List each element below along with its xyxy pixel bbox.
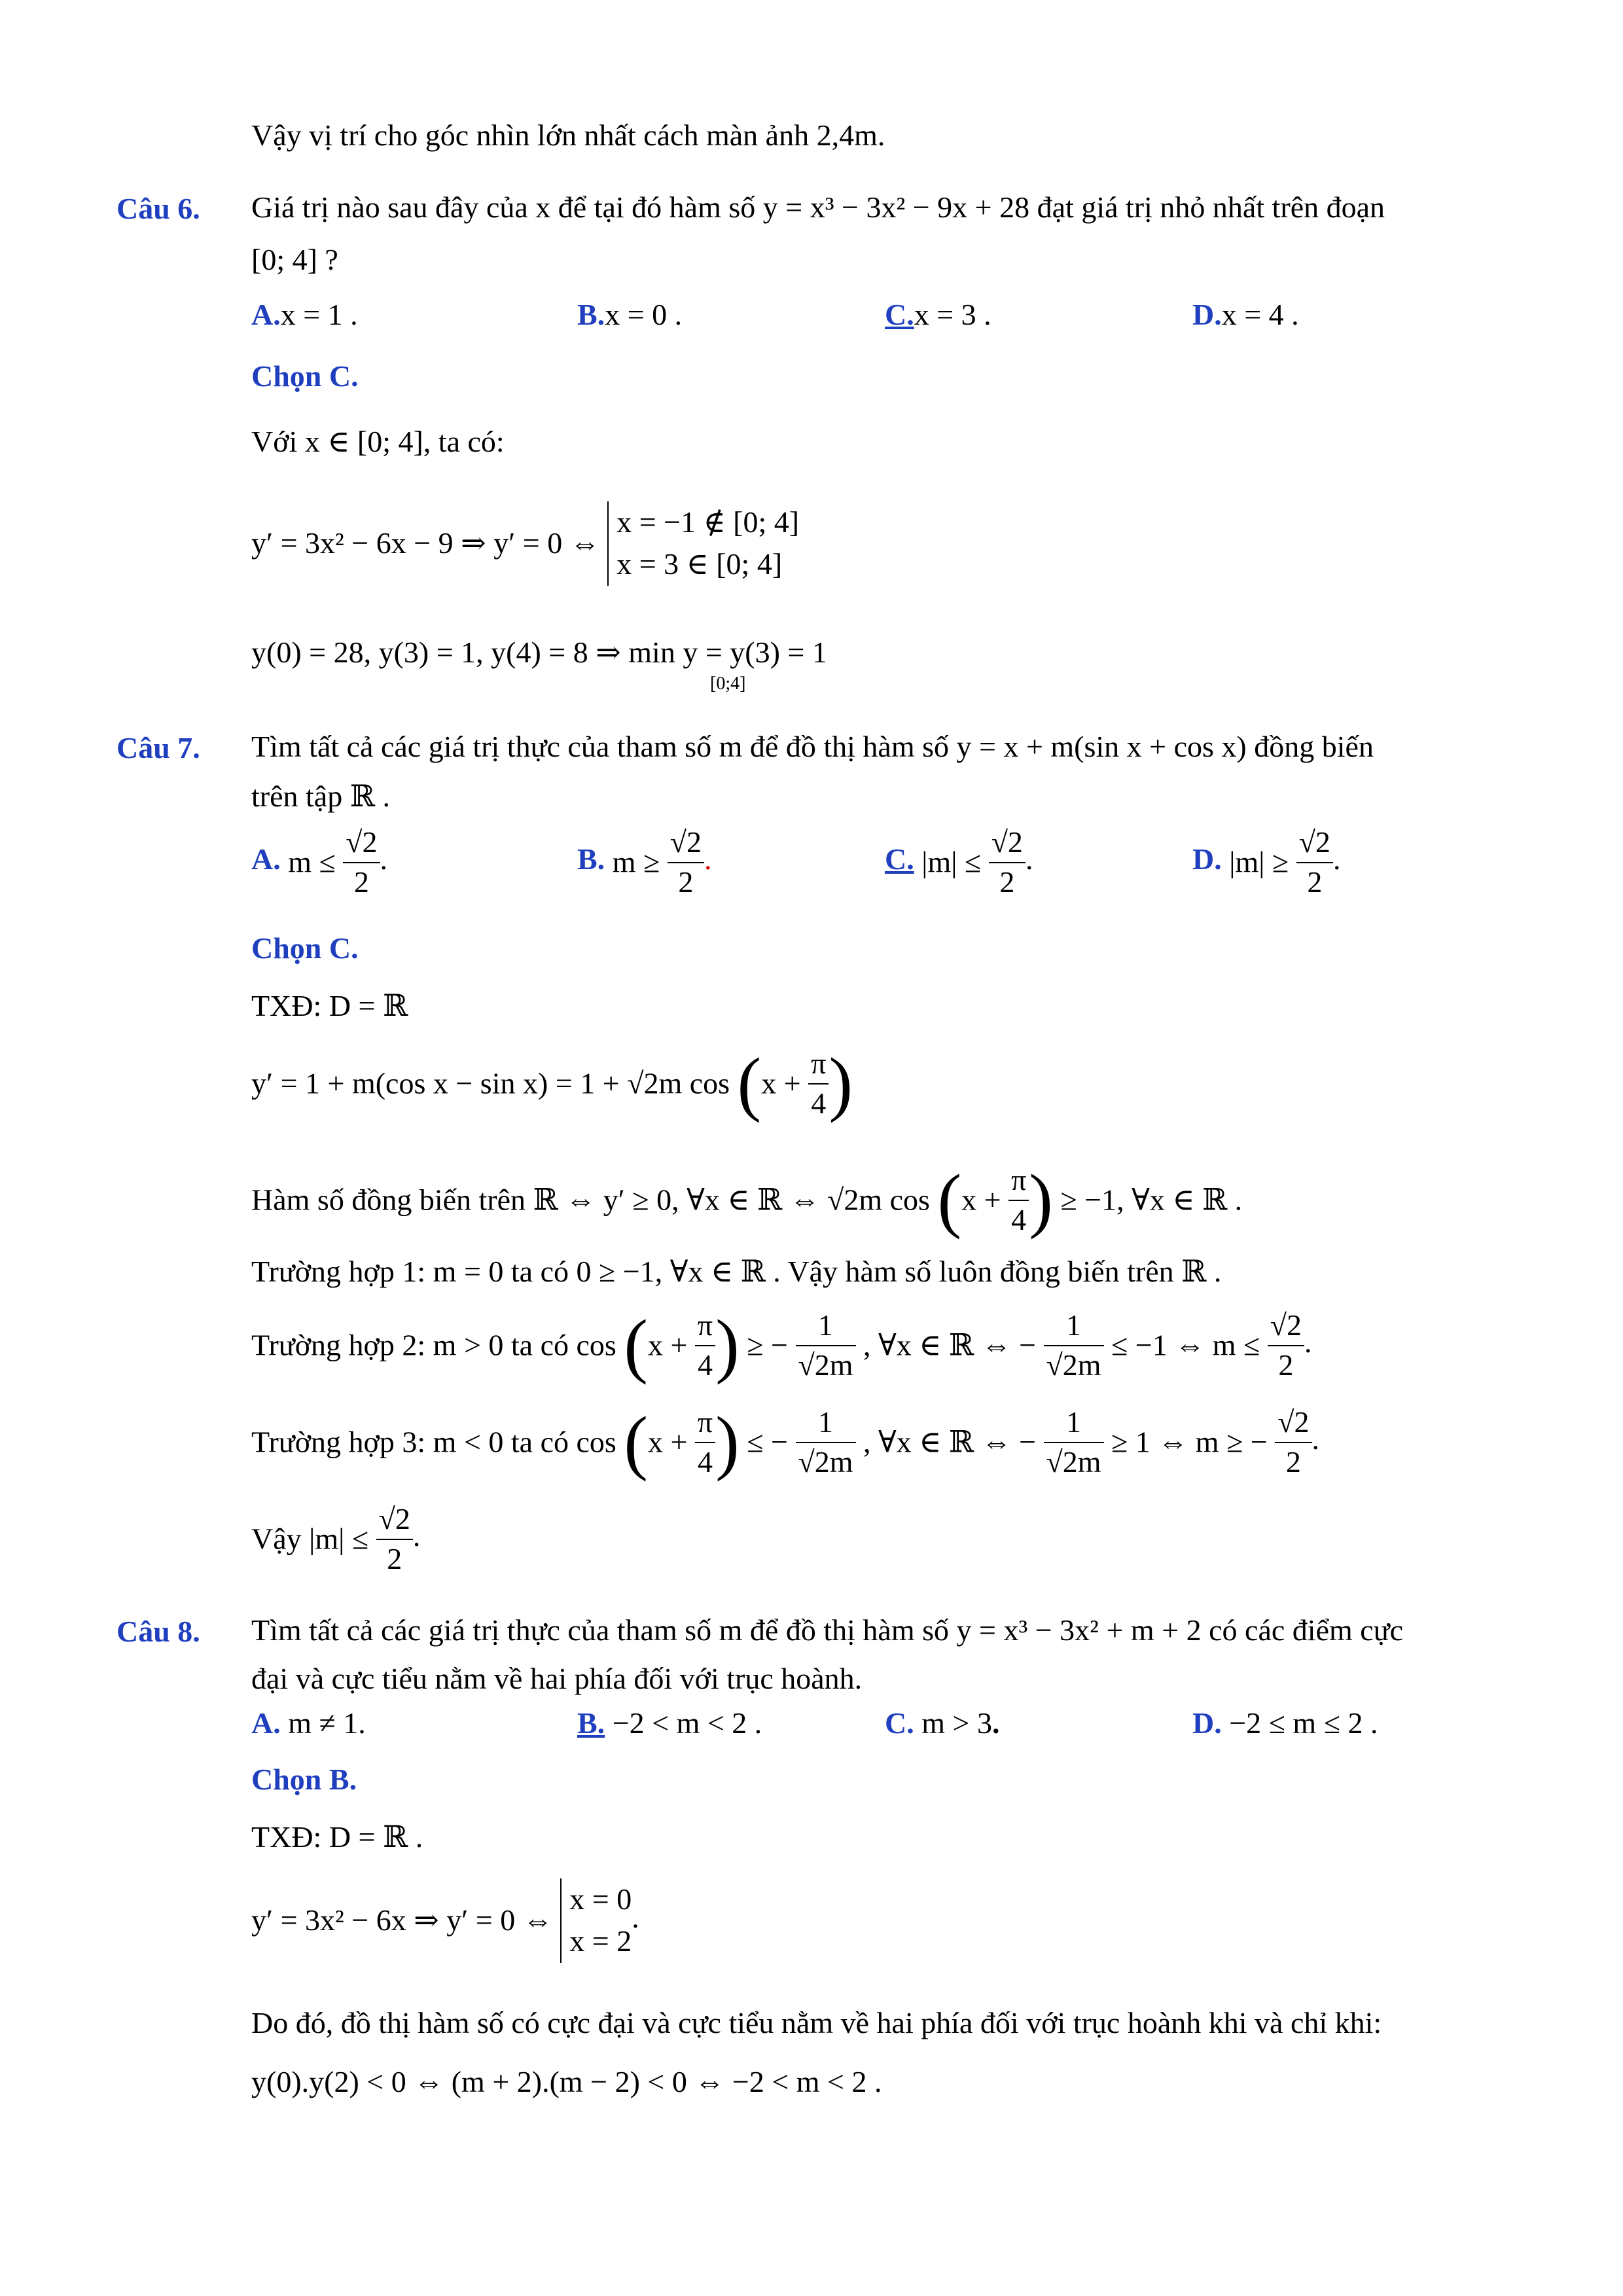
q8-b-text: −2 < m < 2 .: [612, 1706, 762, 1740]
q7-concl-two: 2: [387, 1541, 402, 1575]
q7-c-den: 2: [999, 865, 1015, 899]
q7-txd: TXĐ: D = ℝ: [251, 989, 408, 1022]
q6-b-text: x = 0 .: [605, 298, 683, 331]
q8-line1: Tìm tất cả các giá trị thực của tham số m để đồ thị hàm số y = x³ − 3x² + m + 2 có các điểm cực: [251, 1613, 1404, 1647]
q8-option-a: [251, 1707, 366, 1740]
q7-case2-frac2: [1044, 1309, 1104, 1382]
q6-min-subscript: [0;4]: [710, 673, 746, 694]
q7-case2-sqrt2m: √2m: [798, 1348, 853, 1382]
q8-c-label: C.: [885, 1706, 914, 1740]
q7-case2-pi: π: [695, 1309, 715, 1346]
q8-option-c: C. m > 3.: [885, 1706, 1000, 1740]
q6-option-c: [885, 298, 991, 332]
q7-answer: Chọn C.: [251, 931, 359, 965]
q6-a-label: A.: [251, 298, 281, 331]
q7-b-num: √2: [668, 826, 704, 863]
q7-case2-c: , ∀x ∈ ℝ ⇔ −: [863, 1328, 1037, 1362]
q6-step2-case2: x = 3 ∈ [0; 4]: [616, 547, 783, 581]
q6-answer: Chọn C.: [251, 359, 359, 393]
q7-case3-d: ≥ 1 ⇔ m ≥ −: [1111, 1425, 1268, 1459]
q6-c-label: C.: [885, 298, 914, 331]
q7-case2-four: 4: [698, 1348, 713, 1382]
q7-deriv-fraction: [808, 1047, 829, 1120]
q8-deriv-case1: x = 0: [569, 1882, 632, 1916]
q7-d-num: √2: [1296, 826, 1333, 863]
q7-d-fraction: [1296, 826, 1333, 899]
q6-step2-lhs: y′ = 3x² − 6x − 9 ⇒ y′ = 0 ⇔: [251, 526, 600, 560]
q7-a-num: √2: [343, 826, 380, 863]
q7-hs-x: x +: [961, 1183, 1001, 1217]
intro-line: Vậy vị trí cho góc nhìn lớn nhất cách màn ảnh 2,4m.: [251, 118, 885, 152]
q7-case3-sqrt2m: √2m: [798, 1444, 853, 1479]
q8-c-text: m > 3: [921, 1706, 992, 1740]
q7-case2-frac3: [1268, 1309, 1304, 1382]
q7-case3-sqrt2: √2: [1275, 1406, 1311, 1443]
q7-case3-c: , ∀x ∈ ℝ ⇔ −: [863, 1425, 1037, 1459]
q7-deriv-a: y′ = 1 + m(cos x − sin x) = 1 + √2m cos: [251, 1066, 730, 1100]
q7-a-fraction: [343, 826, 380, 899]
q7-option-b: B. m ≥ $\frac{√2}{2}$ .: [577, 825, 712, 899]
q7-deriv-b: x +: [761, 1066, 801, 1100]
q8-a-label: A.: [251, 1706, 281, 1740]
q7-case3-frac2: [1044, 1406, 1104, 1479]
q7-concl-sqrt2: √2: [376, 1503, 413, 1540]
q8-answer: Chọn B.: [251, 1763, 357, 1796]
q7-d-pre: |m| ≥: [1229, 845, 1289, 879]
q7-case2: Trường hợp 2: m > 0 ta có cos (x + $\frac{\pi}{4}$ ) ≥ − $\frac{1}{√2m}$ , ∀x ∈ ℝ ⇔ − $\frac{1}{√2m}$ ≤ −1 ⇔ m ≤ $\frac{√2}{2}$ .: [251, 1305, 1312, 1386]
q7-case2-d: ≤ −1 ⇔ m ≤: [1111, 1328, 1260, 1362]
q7-option-c: C. |m| ≤ $\frac{√2}{2}$ .: [885, 825, 1033, 899]
q6-d-text: x = 4 .: [1221, 298, 1299, 331]
q7-case2-sqrt2m2: √2m: [1046, 1348, 1101, 1382]
q8-condition: Do đó, đồ thị hàm số có cực đại và cực tiểu nằm về hai phía đối với trục hoành khi và chỉ khi:: [251, 2006, 1382, 2039]
q7-case2-x: x +: [647, 1328, 688, 1362]
q8-b-label: B.: [577, 1706, 605, 1740]
q6-b-label: B.: [577, 298, 605, 331]
q6-d-label: D.: [1192, 298, 1222, 331]
q7-case2-two: 2: [1278, 1348, 1294, 1382]
q7-monotonic: Hàm số đồng biến trên ℝ ⇔ y′ ≥ 0, ∀x ∈ ℝ ⇔ √2m cos (x + $\frac{\pi}{4}$ ) ≥ −1, ∀x ∈ ℝ .: [251, 1160, 1243, 1240]
q8-option-d: [1192, 1707, 1378, 1740]
q7-case3-two: 2: [1285, 1444, 1301, 1479]
q7-case1: Trường hợp 1: m = 0 ta có 0 ≥ −1, ∀x ∈ ℝ . Vậy hàm số luôn đồng biến trên ℝ .: [251, 1255, 1222, 1288]
q7-hs-fraction: [1008, 1164, 1029, 1236]
q8-d-label: D.: [1192, 1706, 1222, 1740]
q6-step2: [251, 501, 799, 586]
q7-concl-text: Vậy |m| ≤: [251, 1522, 369, 1556]
q7-case3-a: Trường hợp 3: m < 0 ta có cos: [251, 1425, 616, 1459]
q7-case3-frac3: [1275, 1406, 1311, 1479]
q8-option-b: [577, 1707, 762, 1740]
q7-case3-pi-fraction: [695, 1406, 715, 1479]
q8-txd: TXĐ: D = ℝ .: [251, 1820, 423, 1854]
q8-deriv-system: [560, 1878, 632, 1963]
q8-d-text: −2 ≤ m ≤ 2 .: [1229, 1706, 1378, 1740]
q7-case3-frac1: [796, 1406, 856, 1479]
q7-derivative: y′ = 1 + m(cos x − sin x) = 1 + √2m cos (x + $\frac{\pi}{4}$ ): [251, 1043, 853, 1124]
q8-label: Câu 8.: [116, 1615, 200, 1648]
q7-c-fraction: [989, 826, 1026, 899]
q7-option-a: A. m ≤ $\frac{√2}{2}$ .: [251, 825, 388, 899]
q6-option-a: [251, 298, 358, 332]
q8-deriv-lhs: y′ = 3x² − 6x ⇒ y′ = 0 ⇔: [251, 1903, 553, 1937]
q6-step2-case1: x = −1 ∉ [0; 4]: [616, 505, 800, 539]
q7-conclusion: Vậy |m| ≤ $\frac{√2}{2}$ .: [251, 1502, 421, 1575]
q7-a-label: A.: [251, 842, 281, 876]
q8-deriv-case2: x = 2: [569, 1924, 632, 1958]
q7-case2-frac1: [796, 1309, 856, 1382]
q7-d-den: 2: [1307, 865, 1323, 899]
q7-hs-a: Hàm số đồng biến trên ℝ ⇔ y′ ≥ 0, ∀x ∈ ℝ ⇔ √2m cos: [251, 1183, 930, 1217]
q8-derivative: y′ = 3x² − 6x ⇒ y′ = 0 ⇔ x = 0 x = 2 .: [251, 1878, 639, 1963]
q7-b-pre: m ≥: [612, 845, 660, 879]
q7-b-fraction: [668, 826, 704, 899]
q8-line2: đại và cực tiểu nằm về hai phía đối với trục hoành.: [251, 1662, 863, 1695]
q7-deriv-pi: π: [808, 1047, 829, 1085]
q7-line2: trên tập ℝ .: [251, 780, 390, 813]
q6-line1: Giá trị nào sau đây của x để tại đó hàm số y = x³ − 3x² − 9x + 28 đạt giá trị nhỏ nhất trên đoạn: [251, 190, 1385, 224]
q6-step2-system: [607, 501, 799, 586]
q7-hs-pi: π: [1008, 1164, 1029, 1201]
q7-label: Câu 7.: [116, 731, 200, 764]
q7-c-label: C.: [885, 842, 914, 876]
q7-b-den: 2: [678, 865, 694, 899]
q7-a-pre: m ≤: [288, 845, 336, 879]
q7-case2-sqrt2: √2: [1268, 1309, 1304, 1346]
q7-case3: Trường hợp 3: m < 0 ta có cos (x + $\frac{\pi}{4}$ ) ≤ − $\frac{1}{√2m}$ , ∀x ∈ ℝ ⇔ − $\frac{1}{√2m}$ ≥ 1 ⇔ m ≥ − $\frac{√2}{2}$ .: [251, 1402, 1320, 1482]
q7-b-label: B.: [577, 842, 605, 876]
q7-case2-one2: 1: [1044, 1309, 1104, 1346]
q7-a-den: 2: [353, 865, 369, 899]
q7-deriv-four: 4: [811, 1086, 827, 1120]
q8-final: y(0).y(2) < 0 ⇔ (m + 2).(m − 2) < 0 ⇔ −2 < m < 2 .: [251, 2065, 882, 2098]
q7-d-label: D.: [1192, 842, 1222, 876]
q7-case2-one: 1: [796, 1309, 856, 1346]
q7-case3-sqrt2m2: √2m: [1046, 1444, 1101, 1479]
q7-case2-b: ≥ −: [747, 1328, 788, 1362]
q7-case3-one2: 1: [1044, 1406, 1104, 1443]
q7-case3-one: 1: [796, 1406, 856, 1443]
q6-step3: y(0) = 28, y(3) = 1, y(4) = 8 ⇒ min y = y(3) = 1: [251, 636, 827, 669]
q7-hs-four: 4: [1011, 1202, 1027, 1236]
q6-label: Câu 6.: [116, 192, 200, 225]
q7-hs-b: ≥ −1, ∀x ∈ ℝ .: [1060, 1183, 1243, 1217]
q7-case3-four: 4: [698, 1444, 713, 1479]
q7-case3-x: x +: [647, 1425, 688, 1459]
q7-concl-fraction: [376, 1503, 413, 1575]
q6-step1: Với x ∈ [0; 4], ta có:: [251, 425, 505, 458]
q6-line2: [0; 4] ?: [251, 243, 338, 276]
q7-option-d: D. |m| ≥ $\frac{√2}{2}$ .: [1192, 825, 1341, 899]
q7-case2-a: Trường hợp 2: m > 0 ta có cos: [251, 1328, 616, 1362]
q7-c-num: √2: [989, 826, 1026, 863]
q6-option-d: [1192, 298, 1299, 332]
q7-line1: Tìm tất cả các giá trị thực của tham số m để đồ thị hàm số y = x + m(sin x + cos x) đồng biến: [251, 730, 1374, 763]
q8-a-text: m ≠ 1.: [288, 1706, 366, 1740]
q7-case3-pi: π: [695, 1406, 715, 1443]
q6-option-b: [577, 298, 682, 332]
q7-case3-b: ≤ −: [747, 1425, 788, 1459]
q6-c-text: x = 3 .: [914, 298, 991, 331]
q6-a-text: x = 1 .: [280, 298, 358, 331]
q7-c-pre: |m| ≤: [921, 845, 982, 879]
q7-case2-pi-fraction: [695, 1309, 715, 1382]
